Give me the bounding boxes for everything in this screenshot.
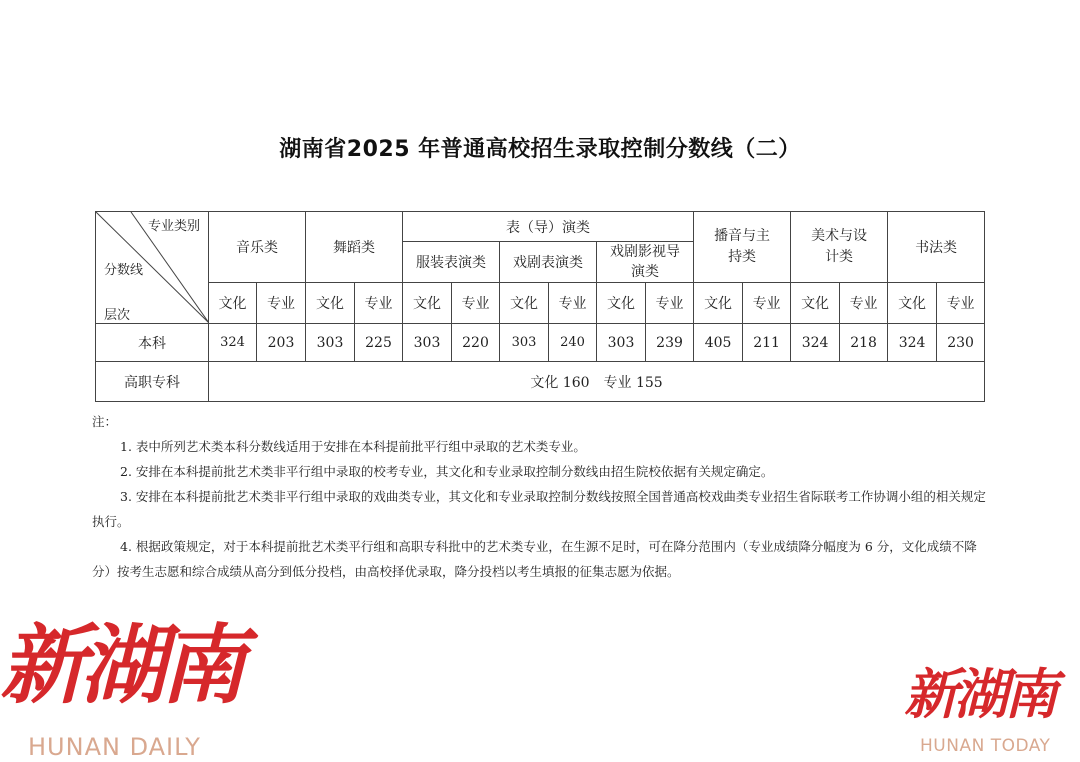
- row-label-gaozhi: 高职专科: [96, 362, 209, 402]
- subheader-wenhua: 文化: [403, 283, 452, 324]
- subheader-zhuanye: 专业: [840, 283, 888, 324]
- header-film: 戏剧影视导演类: [597, 242, 694, 283]
- table-row-benke: [96, 324, 985, 362]
- score-cell: 220: [452, 324, 500, 362]
- corner-label-level: 层次: [104, 308, 131, 323]
- subheader-wenhua: 文化: [694, 283, 743, 324]
- hunan-today-wordmark: HUNAN TODAY: [920, 736, 1051, 756]
- notes-section: [92, 409, 987, 584]
- corner-label-category: 专业类别: [147, 219, 200, 234]
- score-cell: 303: [306, 324, 355, 362]
- header-broadcast: 播音与主持类: [694, 212, 791, 283]
- note-item: 4. 根据政策规定，对于本科提前批艺术类平行组和高职专科批中的艺术类专业，在生源不足时，可在降分范围内（专业成绩降分幅度为 6 分，文化成绩不降分）按考生志愿和综合成绩从高分到低分投档，由高校择优录取，降分投档以考生填报的征集志愿为依据。: [92, 539, 977, 579]
- subheader-zhuanye: 专业: [257, 283, 306, 324]
- header-drama: 戏剧表演类: [500, 242, 597, 283]
- table-corner-cell: [96, 212, 209, 324]
- score-cell: 303: [403, 324, 452, 362]
- header-art: 美术与设计类: [791, 212, 888, 283]
- score-cell: 211: [743, 324, 791, 362]
- score-cell: 303: [597, 324, 646, 362]
- subheader-zhuanye: 专业: [549, 283, 597, 324]
- subheader-wenhua: 文化: [597, 283, 646, 324]
- score-cell: 225: [355, 324, 403, 362]
- gaozhi-scores: 文化 160 专业 155: [209, 362, 985, 402]
- row-label-benke: 本科: [96, 324, 209, 362]
- subheader-wenhua: 文化: [500, 283, 549, 324]
- xinhunan-logo-left: 新湖南: [0, 615, 240, 716]
- score-cell: 218: [840, 324, 888, 362]
- score-cell: 239: [646, 324, 694, 362]
- header-music: 音乐类: [209, 212, 306, 283]
- header-dance: 舞蹈类: [306, 212, 403, 283]
- score-cell: 405: [694, 324, 743, 362]
- header-costume: 服装表演类: [403, 242, 500, 283]
- score-cell: 230: [937, 324, 985, 362]
- score-cell: 324: [209, 324, 257, 362]
- hunan-daily-wordmark: HUNAN DAILY: [28, 733, 201, 761]
- score-cell: 203: [257, 324, 306, 362]
- note-item: 1. 表中所列艺术类本科分数线适用于安排在本科提前批平行组中录取的艺术类专业。: [120, 439, 586, 454]
- subheader-wenhua: 文化: [209, 283, 257, 324]
- notes-label: 注：: [92, 414, 118, 429]
- score-cell: 324: [888, 324, 937, 362]
- header-performance: 表（导）演类: [403, 212, 694, 242]
- score-cell: 303: [500, 324, 549, 362]
- subheader-zhuanye: 专业: [937, 283, 985, 324]
- score-cell: 240: [549, 324, 597, 362]
- header-calligraphy: 书法类: [888, 212, 985, 283]
- subheader-zhuanye: 专业: [355, 283, 403, 324]
- note-item: 2. 安排在本科提前批艺术类非平行组中录取的校考专业，其文化和专业录取控制分数线由招生院校依据有关规定确定。: [120, 464, 774, 479]
- page-title: 湖南省2025 年普通高校招生录取控制分数线（二）: [279, 137, 801, 162]
- subheader-zhuanye: 专业: [743, 283, 791, 324]
- subheader-wenhua: 文化: [306, 283, 355, 324]
- subheader-wenhua: 文化: [791, 283, 840, 324]
- xinhunan-logo-right: 新湖南: [904, 662, 1054, 726]
- score-cell: 324: [791, 324, 840, 362]
- note-item: 3. 安排在本科提前批艺术类非平行组中录取的戏曲类专业，其文化和专业录取控制分数线按照全国普通高校戏曲类专业招生省际联考工作协调小组的相关规定执行。: [92, 489, 986, 529]
- subheader-zhuanye: 专业: [646, 283, 694, 324]
- subheader-wenhua: 文化: [888, 283, 937, 324]
- table-row-gaozhi: [96, 362, 985, 402]
- corner-label-score: 分数线: [104, 263, 144, 278]
- subheader-zhuanye: 专业: [452, 283, 500, 324]
- score-table: [95, 211, 985, 402]
- subheader-row: [96, 283, 985, 324]
